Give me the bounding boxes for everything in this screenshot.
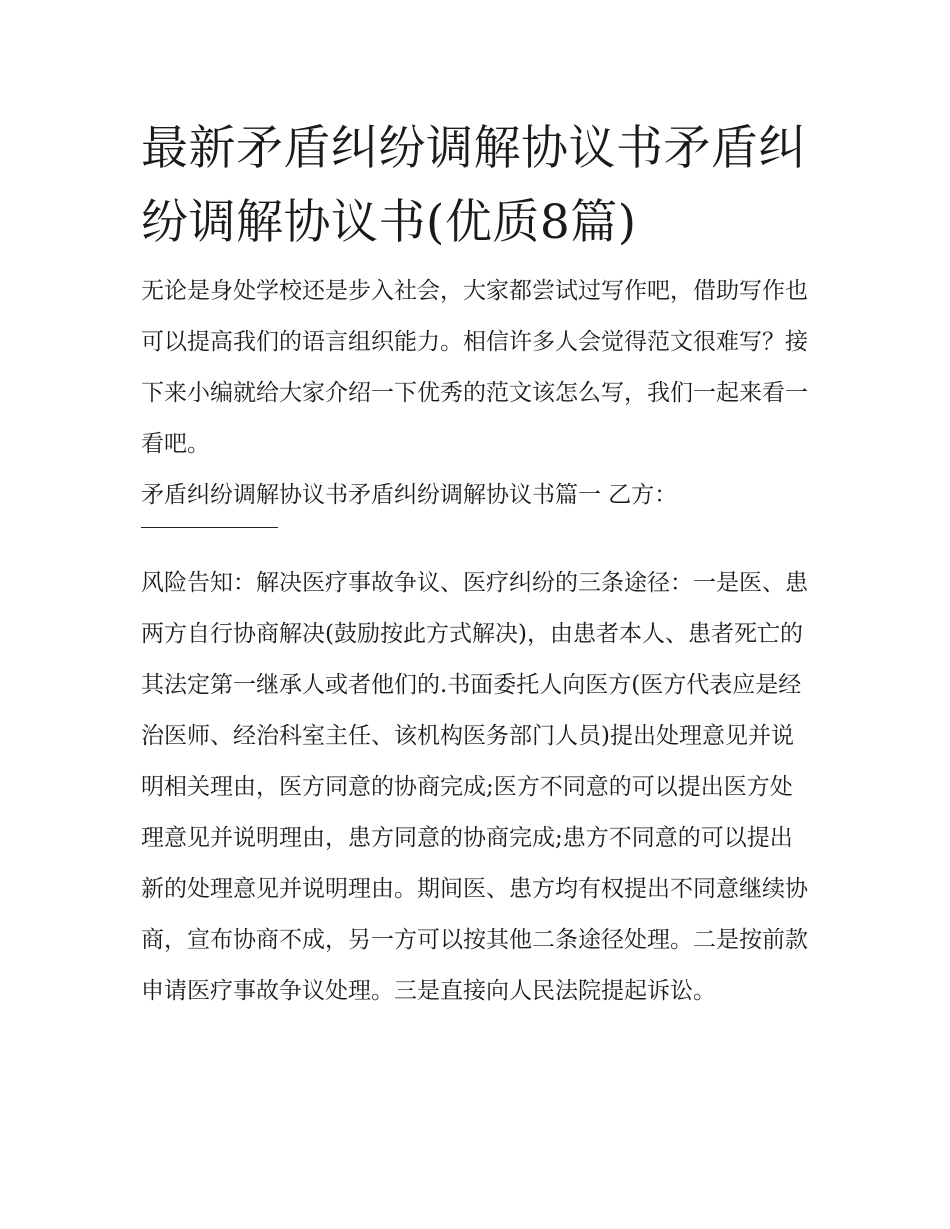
intro-paragraph: 无论是身处学校还是步入社会，大家都尝试过写作吧，借助写作也可以提高我们的语言组织能力。相信许多人会觉得范文很难写？接下来小编就给大家介绍一下优秀的范文该怎么写，我们一起来看一看吧。 bbox=[141, 278, 808, 457]
document-title: 最新矛盾纠纷调解协议书矛盾纠纷调解协议书(优质8篇) bbox=[141, 121, 806, 250]
document-page bbox=[141, 112, 813, 1017]
body-paragraph: 风险告知：解决医疗事故争议、医疗纠纷的三条途径：一是医、患两方自行协商解决(鼓励按此方式解决)，由患者本人、患者死亡的其法定第一继承人或者他们的.书面委托人向医方(医方代表应是经治医师、经治科室主任、该机构医务部门人员)提出处理意见并说明相关理由，医方同意的协商完成;医方不同意的可以提出医方处理意见并说明理由，患方同意的协商完成;患方不同意的可以提出新的处理意见并说明理由。期间医、患方均有权提出不同意继续协商，宣布协商不成，另一方可以按其他二条途径处理。二是按前款申请医疗事故争议处理。三是直接向人民法院提起诉讼。 bbox=[141, 570, 808, 1004]
spacer bbox=[141, 528, 813, 558]
section-heading: 矛盾纠纷调解协议书矛盾纠纷调解协议书篇一 乙方： bbox=[141, 482, 678, 508]
